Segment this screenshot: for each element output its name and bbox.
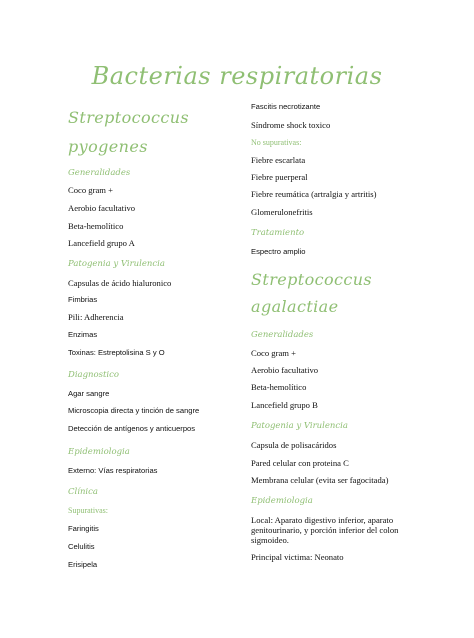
list-item: Erisipela [68,560,98,569]
section-clinica: Clínica [68,487,98,497]
section-diagnostico: Diagnostico [68,370,120,380]
list-item: Aerobio facultativo [251,365,319,375]
list-item: Agar sangre [68,389,110,398]
list-item: Espectro amplio [251,247,306,256]
subsection-no-supurativas: No supurativas: [251,138,302,147]
list-item: Principal victima: Neonato [251,552,344,562]
species-heading-pyogenes-line1: Streptococcus [68,108,190,127]
list-item: Beta-hemolítico [68,221,124,231]
list-item: Beta-hemolítico [251,382,307,392]
list-item: Pili: Adherencia [68,312,124,322]
list-item: Detección de antígenos y anticuerpos [68,424,196,433]
list-item: Glomerulonefritis [251,207,313,217]
list-item: Faringitis [68,524,99,533]
section-epidemiologia: Epidemiologia [68,447,130,457]
list-item: Coco gram + [251,348,296,358]
species-heading-agalactiae-line1: Streptococcus [251,270,373,289]
species-heading-pyogenes-line2: pyogenes [68,137,148,156]
subsection-supurativas: Supurativas: [68,506,108,515]
list-item: Externo: Vías respiratorias [68,466,158,475]
list-item: Aerobio facultativo [68,203,136,213]
page-title: Bacterias respiratorias [91,62,383,90]
list-item: Local: Aparato digestivo inferior, aparato genitourinario, y porción inferior del colon sigmoideo. [251,515,399,545]
list-item: Capsula de polisacáridos [251,440,337,450]
section-patogenia: Patogenia y Virulencia [68,259,165,269]
list-item: Capsulas de ácido hialuronico [68,278,172,288]
list-item: Síndrome shock toxico [251,120,331,130]
section-patogenia: Patogenia y Virulencia [251,421,348,431]
list-item: Toxinas: Estreptolisina S y O [68,348,165,357]
section-tratamiento: Tratamiento [251,228,305,238]
section-epidemiologia: Epidemiologia [251,496,313,506]
list-item: Pared celular con proteina C [251,458,349,468]
list-item: Lancefield grupo B [251,400,318,410]
list-item: Fascitis necrotizante [251,102,321,111]
list-item: Lancefield grupo A [68,238,135,248]
list-item: Celulitis [68,542,95,551]
species-heading-agalactiae-line2: agalactiae [251,297,339,316]
list-item: Microscopia directa y tinción de sangre [68,406,200,415]
list-item: Fiebre reumática (artralgia y artritis) [251,189,377,199]
list-item: Fiebre escarlata [251,155,306,165]
list-item: Enzimas [68,330,98,339]
list-item: Coco gram + [68,185,113,195]
section-generalidades: Generalidades [68,168,131,178]
list-item: Fimbrias [68,295,98,304]
section-generalidades: Generalidades [251,330,314,340]
list-item: Fiebre puerperal [251,172,308,182]
list-item: Membrana celular (evita ser fagocitada) [251,475,389,485]
